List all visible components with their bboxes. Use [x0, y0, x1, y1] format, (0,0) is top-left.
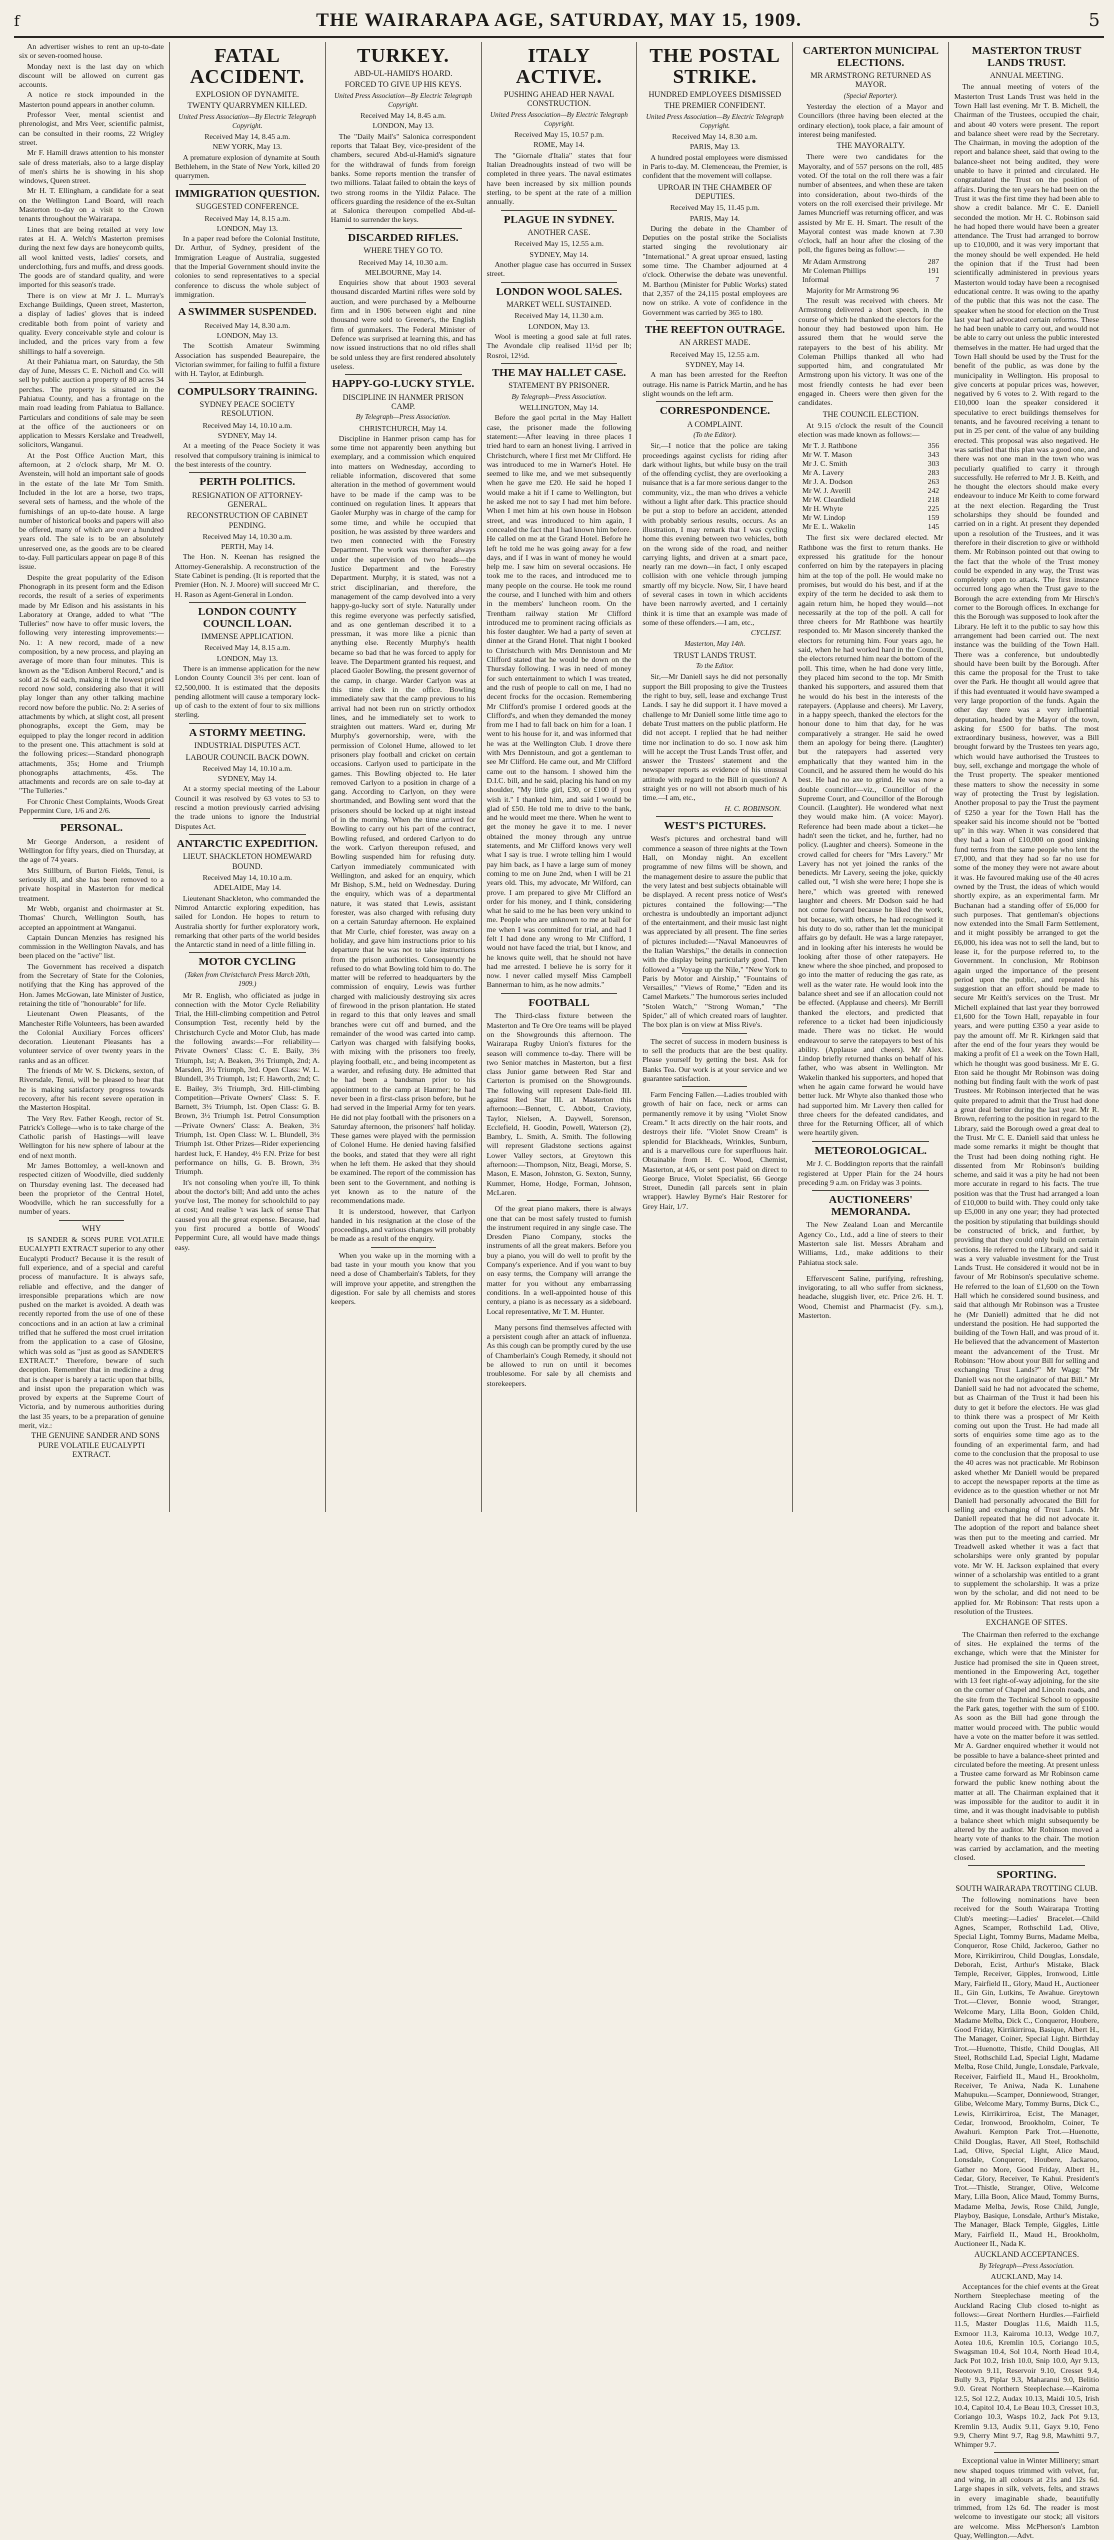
letter-signature: CYCLIST.: [750, 628, 782, 638]
vote-count: 303: [927, 459, 940, 469]
table-row: [798, 441, 943, 450]
subheading: THE PREMIER CONFIDENT.: [664, 101, 766, 111]
divider: [189, 834, 306, 835]
paragraph: It is understood, however, that Carlyon handed in his resignation at the close of the proceedings, and various changes will probably be made as a result of the enquiry.: [330, 1206, 476, 1244]
mayoral-results-table: [798, 257, 943, 284]
headline: MASTERTON TRUST LANDS TRUST.: [971, 45, 1082, 69]
paragraph: During the debate in the Chamber of Deputies on the postal strike the Socialists started singing the revolutionary air "International." A great uproar ensued, lasting some time. The Chamber adjourned at 4 o'clock. Otherwise the debate was uneventful. M. Barthou (Minister for Public Works) stated that 2,357 of the 24,115 postal employees are now on strike. A vote of confidence in the Government was carried by 365 to 180.: [642, 223, 788, 317]
divider: [682, 1086, 747, 1087]
table-row: [798, 450, 943, 459]
paragraph: Captain Duncan Menzies has resigned his commission in the Wellington Navals, and has been placed on the "active" list.: [19, 932, 164, 961]
dateline: LONDON, May 13.: [372, 121, 434, 131]
candidate-name: Mr Coleman Phillips: [802, 265, 867, 275]
headline: ANTARCTIC EXPEDITION.: [176, 837, 318, 850]
subheading: THE COUNCIL ELECTION.: [822, 409, 919, 419]
column-3: [326, 42, 482, 1512]
headline: IMMIGRATION QUESTION.: [174, 187, 320, 200]
vote-count: 218: [927, 495, 940, 505]
dateline: Received May 14, 10.30 a.m.: [358, 257, 448, 267]
candidate-name: Informal: [802, 274, 829, 284]
dateline: PERTH, May 14.: [220, 542, 274, 552]
paragraph: The first six were declared elected. Mr Rathbone was the first to return thanks. He expressed his gratitude for the honour conferred on him by the ratepayers in placing him at the top of the poll. He would make no promises, but would do his best, and if at the expiry of the term he decided to ask them to again return him, he hoped they would—not necessarily at the top of the poll. A call for three cheers for Mr Rathbone was heartily responded to. Mr Mason sincerely thanked the electors for returning him. Four years ago, he said, when he had worked hard in the Council, the electors returned him near the bottom of the poll. This time, when he had done very little, they placed him second to the top. Mr Smith thanked his supporters, and assured them that he would do his best in the interests of the ratepayers. (Applause and cheers). Mr Lavery, in a happy speech, thanked the electors for the honour done to him that day, for he was comparatively a stranger. He said he owed them an apology for being there. (Laughter) but the ratepayers had asserted very emphatically that they wanted him in the Council, and he assured them he would do his best. He had no axe to grind. He was now a double councillor—viz., Councillor of the Supreme Court, and Councillor of the Borough Council. (Laughter). He wondered what next they would make him. (A voice: Mayor). Reference had been made about a ticket—he hadn't seen the ticket, and he, further, had no policy. (Laughter and cheers). Someone in the crowd called for cheers for "Mrs Lavery." Mr Lavery has not yet joined the ranks of the benedicts. Mr Lavery, seeing the joke, quickly called out, "I wish she were here; I hope she is here," which was greeted with renewed laughter and cheers. Mr Dodson said he had not come forward because he liked the work, but because, with others, he had recognised it his duty to do so, rather than let the municipal affairs go by default. He was a large ratepayer, and in looking after his interests he would be looking after those of other ratepayers. He knew where the shoe pinched, and proposed to go into the matter of reducing the gas rate, as well as the water rate. He would look into the balance sheet and see if an allocation could not be effected. (Applause and cheers). Mr Berrill thanked the electors, and predicted that reference to a ticket had been injudiciously made. There was no ticket. He would endeavour to serve the ratepayers to best of his ability. (Applause and cheers). Mr Alex. Lindop briefly returned thanks on behalf of his father, who was absent in Wellington. Mr Wakelin thanked his supporters, and hoped that when he again came forward he would have better luck. Mr Whyte also thanked those who had supported him. Mr Lavery then called for three cheers for the defeated candidates, and three for the Returning Officer, all of which were heartily given.: [798, 533, 944, 1138]
paragraph: The "Giornale d'Italia" states that four Italian Dreadnoughts instead of two will be completed in three years. The naval estimates have been increased by six million pounds sterling, to be spent at the rate of a million annually.: [486, 150, 632, 207]
divider: [371, 1247, 436, 1248]
wire-credit: By Telegraph—Press Association.: [511, 392, 607, 401]
divider: [527, 1319, 592, 1320]
dateline: NEW YORK, May 13.: [212, 142, 282, 152]
advert-text: Exceptional value in Winter Millinery; smart new shaped toques trimmed with velvet, fur, and wing, in all colours at 21s and 12s 6d. Large shapes in silk, velvets, felts, and straws in every imaginable shade, beautifully trimmed, from 12s 6d. The reader is most welcome to investigate our stock; all visitors are welcome. Miss McPherson's Lambton Quay, Wellington.—Advt.: [954, 2456, 1100, 2540]
headline: COMPULSORY TRAINING.: [177, 385, 318, 398]
subheading: AN ARREST MADE.: [679, 338, 751, 348]
table-row: [798, 513, 943, 522]
wire-credit: United Press Association—By Electric Telegraph Copyright.: [178, 112, 317, 130]
headline: HAPPY-GO-LUCKY STYLE.: [332, 378, 475, 391]
divider: [838, 1270, 903, 1271]
paragraph: A notice re stock impounded in the Masterton pound appears in another column.: [19, 90, 164, 109]
subheading: FORCED TO GIVE UP HIS KEYS.: [344, 80, 462, 90]
candidate-name: Mr J. A. Dodson: [802, 477, 853, 487]
divider: [59, 1220, 124, 1221]
dateline: LONDON, May 13.: [216, 223, 278, 233]
paragraph: Lieutenant Owen Pleasants, of the Manchester Rifle Volunteers, has been awarded the Colonial Auxiliary Forces officers' decoration. Lieutenant Pleasants has a volunteer service of over twenty years in the ranks and as an officer.: [19, 1009, 164, 1065]
columns: [14, 42, 1104, 2540]
subheading: SOUTH WAIRARAPA TROTTING CLUB.: [955, 1883, 1098, 1893]
candidate-name: Mr H. Whyte: [802, 504, 843, 514]
divider: [345, 228, 462, 229]
advert-heading: WHY: [81, 1223, 101, 1233]
corner-mark: f: [14, 12, 20, 30]
column-4: [482, 42, 638, 1512]
paragraph: A hundred postal employees were dismissed in Paris to-day. M. Clemenceau, the Premier, is confident that the movement will collapse.: [642, 152, 788, 181]
table-row: [798, 275, 943, 284]
candidate-name: Mr W. J. Averill: [802, 486, 851, 496]
paragraph: Majority for Mr Armstrong 96: [806, 285, 899, 295]
paragraph: Lieutenant Shackleton, who commanded the Nimrod Antarctic exploring expedition, has sailed for London. He hopes to return to Australia shortly for further exploratory work, remarking that other parts of the world besides the Antarctic stand in need of a little filling in.: [174, 893, 320, 950]
headline: THE REEFTON OUTRAGE.: [644, 323, 785, 336]
wire-credit: (Special Reporter).: [843, 91, 898, 100]
advert-text: When you wake up in the morning with a bad taste in your mouth you know that you need a dose of Chamberlain's Tablets, for they will improve your appetite, and strengthen the digestion. For sale by all chemists and stores keepers.: [330, 1250, 476, 1307]
dateline: LONDON, May 13.: [216, 331, 278, 341]
advert-text: Many persons find themselves affected with a persistent cough after an attack of influenza. As this cough can be promptly cured by the use of Chamberlain's Cough Remedy, it should not be allowed to run on until it becomes troublesome. For sale by all chemists and storekeepers.: [486, 1322, 632, 1388]
council-results-table: [798, 441, 943, 531]
paragraph: The Hon. N. Keenan has resigned the Attorney-Generalship. A reconstruction of the State Cabinet is pending. (It is reported that the Premier (Hon. N. J. Moore) will succeed Mr C. H. Rason as Agent-General in London.: [174, 552, 320, 599]
subheading: INDUSTRIAL DISPUTES ACT.: [194, 741, 301, 751]
vote-count: 356: [927, 441, 940, 451]
subheading: DISCIPLINE IN HANMER PRISON CAMP.: [342, 392, 464, 411]
advert-text: Farm Fencing Fallen.—Ladies troubled with growth of hair on face, neck or arms can permanently remove it by using "Violet Snow Cream." It acts directly on the hair roots, and destroys their life. "Violet Snow Cream" is splendid for Blackheads, Wrinkles, Sunburn, and is a marvellous cure for superfluous hair. Obtainable from H. C. Wood, Chemist, Masterton, at 4/6, or sent post paid on direct to George Bruce, Violet Specialist, 66 George Street, Dunedin (all parcels sent in plain wrapper). Hawley Byrne's Hair Restorer for Grey Hair, 1/7.: [642, 1090, 788, 1211]
subheading: AUCKLAND ACCEPTANCES.: [974, 2250, 1079, 2260]
advert-text: The secret of success in modern business is to sell the products that are the best quality. Please yourself by getting the best. Ask for Banks Tea. Our work is at your service and we guarantee satisfaction.: [642, 1036, 788, 1083]
vote-count: 283: [927, 468, 940, 478]
divider: [189, 382, 306, 383]
subheading: EXPLOSION OF DYNAMITE.: [195, 90, 299, 99]
headline: WEST'S PICTURES.: [663, 819, 766, 832]
dateline: Received May 14, 8.15 a.m.: [204, 213, 291, 223]
subheading: MR ARMSTRONG RETURNED AS MAYOR.: [810, 71, 932, 90]
divider: [682, 1033, 747, 1034]
paragraph: A man has been arrested for the Reefton outrage. His name is Patrick Martin, and he has slight wounds on the left arm.: [642, 370, 788, 398]
table-row: [798, 257, 943, 266]
headline: THE POSTAL STRIKE.: [649, 45, 781, 88]
dateline: Received May 14, 8.45 a.m.: [204, 132, 291, 142]
letter-dateline: Masterton, May 14th.: [684, 639, 746, 648]
divider: [527, 1200, 592, 1201]
headline: METEOROLOGICAL.: [814, 1144, 927, 1157]
subheading: SUGGESTED CONFERENCE.: [195, 202, 299, 212]
advert-text: THE GENUINE SANDER AND SONS PURE VOLATILE EUCALYPTI EXTRACT.: [31, 1431, 160, 1459]
dateline: Received May 14, 8.15 a.m.: [204, 643, 291, 653]
vote-count: 159: [927, 513, 940, 523]
paragraph: Mr Webb, organist and choirmaster at St. Thomas' Church, Wellington South, has accepted an appointment at Wanganui.: [19, 903, 164, 932]
paragraph: An advertiser wishes to rent an up-to-date six or seven-roomed house.: [19, 42, 164, 61]
divider: [656, 401, 773, 402]
paragraph: The "Daily Mail's" Salonica correspondent reports that Talaat Bey, vice-president of the chambers, secured Abd-ul-Hamid's signature for the withdrawal of funds from foreign banks. Some reports mention the transfer of two millions. Talaat failed to obtain the keys of two strong rooms in the Yildiz Palace. The officers guarding the residence of the ex-Sultan at Salonica thereupon compelled Abd-ul-Hamid to surrender the keys.: [330, 131, 476, 225]
section-heading: PERSONAL.: [60, 822, 123, 835]
vote-count: 225: [927, 504, 940, 514]
column-5: [637, 42, 793, 1512]
subheading: ABD-UL-HAMID'S HOARD.: [353, 69, 453, 78]
candidate-name: Mr T. J. Rathbone: [802, 441, 858, 451]
paragraph: The friends of Mr W. S. Dickens, sexton, of Riversdale, Tenui, will be pleased to hear that he is making satisfactory progress towards recovery, after his recent severe operation in the Masterton Hospital.: [19, 1066, 164, 1113]
paragraph: Lines that are being retailed at very low rates at H. A. Welch's Masterton premises during the next few days are honeycomb quilts, all wool knitted vests, ladies' corsets, and underclothing, furs and muffs, and dress goods. The goods are of standard quality, and were imported for this season's trade.: [19, 224, 164, 290]
divider: [994, 2452, 1059, 2453]
paragraph: At the Post Office Auction Mart, this afternoon, at 2 o'clock sharp, Mr M. O. Avenstein, will hold an important sale of goods in the estate of the late Mr Tom Smith. Included in the lot are a horse, two traps, several sets of harness, and the whole of the furnishings of an up-to-date house. A large number of historical books and papers will also be offered, many of which are over a hundred years old. The sale is to be an absolutely unreserved one, as the goods are to be cleared to-day. Full particulars appear on page 8 of this issue.: [19, 450, 164, 572]
dateline: Received May 14, 8.30 a.m.: [672, 132, 758, 142]
table-row: [798, 266, 943, 275]
paragraph: West's pictures and orchestral band will commence a season of three nights at the Town Hall, on Monday night. An excellent programme of new films will be shown, and the management desire to assure the public that the very latest and best subjects obtainable will be displayed. A recent press notice of West's pictures contained the following:—"The orchestra is undoubtedly an important adjunct of the entertainment, and their music last night was appreciated by all present. The fine series of pictures included:—"Naval Manoeuvres of the Italian Warships," the details in connection with the display being particularly good. Then followed a "Voyage up the Nile," "New York to Paris by Motor and Airship," "Fountains of Versailles," "Views of Rome," "Eden and its Camel Markets." The humorous series included "Stolen Watch," "Strong Woman," "The Spider," all of which created roars of laughter. The box plan is on view at Miss Rive's.: [642, 834, 788, 1030]
paragraph: Mr J. C. Boddington reports that the rainfall registered at Upper Plain for the 24 hours preceding 9 a.m. on Friday was 3 points.: [798, 1159, 944, 1187]
dateline: Received May 14, 8.30 a.m.: [204, 320, 291, 330]
subheading: THE MAYORALTY.: [836, 141, 905, 151]
table-row: [798, 477, 943, 486]
divider: [501, 282, 618, 283]
paragraph: The Chairman then referred to the exchange of sites. He explained the terms of the exchange, which were that the Minister for Justice had promised the site in Queen street, mentioned in the Empowering Act, together with 13 feet right-of-way adjoining, for the site on the corner of Chapel and Lincoln roads, and the site from the Technical School to opposite the Park gates, together with the sum of £100. As soon as the Bill had gone through the matter would proceed with. The public would have a vote on the matter before it was settled. Mr A. Gardner enquired whether it would not be possible to have a balance-sheet printed and circulated before the meeting. At present unless a Trustee came forward as Mr Robinson came forward the public knew nothing about the matter at all. The Chairman explained that it was impossible for the auditor to audit it in time, and it was thought inadvisable to publish a balance sheet which might subsequently be altered by the auditor. Mr Robinson moved a hearty vote of thanks to the chair. The motion was carried by acclamation, and the meeting closed.: [954, 1629, 1100, 1862]
paragraph: Despite the great popularity of the Edison Phonograph in its present form and the Edison records, the result of a series of experiments made by Mr Edison and his assistants in his Laboratory at Orange, added to what "The Tulleries" now have to offer music lovers, the following very interesting improvements:—No. 1: A new record, made of a new composition, by a new process, and playing an average of more than four minutes. This is known as the "Edison Amberol Record," and is sold at 2s 6d each, making it the lowest priced record now sold, considering also that it will play longer than any other talking machine record now before the public. No. 2: A series of attachments by which, at slight cost, all present phonographs, except the Gem, may be equipped to play the longer record in addition to the present one. This attachment is sold at the following prices:—Standard phonograph attachments, 35s; Home and Triumph phonographs attachments, 45s. The attachments and records are on sale to-day at "The Tulleries.": [19, 572, 164, 796]
paragraph: At a stormy special meeting of the Labour Council it was resolved by 63 votes to 53 to rescind a motion previously carried advising the trade unions to ignore the Industrial Disputes Act.: [174, 784, 320, 831]
paragraph: Another plague case has occurred in Sussex street.: [486, 260, 632, 279]
subheading: ANOTHER CASE.: [527, 228, 591, 238]
divider: [345, 374, 462, 375]
paragraph: Mr F. Hamill draws attention to his monster sale of dress materials, also to a large display of men's shirts he is showing in his shop windows, Queen street.: [19, 148, 164, 186]
divider: [33, 818, 150, 819]
paragraph: At a meeting of the Peace Society it was resolved that compulsory training is inimical to the best interests of the country.: [174, 441, 320, 469]
dateline: CHRISTCHURCH, May 14.: [359, 423, 448, 433]
dateline: Received May 14, 10.10 a.m.: [202, 763, 292, 773]
paragraph: Discipline in Hanmer prison camp has for some time not apparently been anything but exemplary, and a commission which enquired into matters on Wednesday, according to reliable information, discovered that some alteration in the method of government would have to be made if the camp was to be continued on regulation lines. It appears that Gaoler Murphy was in charge of the camp for some time, and while he occupied that position, he was assisted by three warders and two men connected with the Forestry Department. The work was thereafter always under the supervision of two heads—the Justice Department and the Forestry Department. Murphy, it is stated, was not a strict disciplinarian, and therefore, the management of the camp devolved into a very happy-go-lucky sort of style. Naturally under this regime everyone was perfectly satisfied, and as one gentleman described it to a pressman, it was more like a picnic than anything else. Recently Murphy's health became so bad that he was forced to apply for leave. The Department granted his request, and placed Gaoler Bowling, the present governor of the camp, in charge. Warder Carlyon was at this time clerk in the office. Bowling immediately saw that the camp previous to his arrival had not been run on strictly orthodox lines, and he immediately set to work to straighten out matters. Ward er, during Mr Murphy's governorship, were, with the permission of Colonel Hume, allowed to let prisoners play football and cricket on certain occasions. Carlyon used to participate in the games. This Bowling objected to. He later removed Carlyon to a position in charge of a gang. According to Carlyon, on they were shortmanded, and Bowling sent word that the prisoners should be locked up at night instead of in the morning. When the time arrived for Bowling to carry out his part of the contract, Bowling refused, and ordered Carlyon to do the work. Carlyon thereupon refused, and Bowling suspended him for refusing duty. Carlyon immediately communicated with Wellington, and asked for an enquiry, which Mr Bishop, S.M., held on Wednesday. During the enquiry, which was of a departmental nature, it was stated that Lewis, assistant forester, was also charged with refusing duty on a certain Saturday afternoon. He explained that Mr Curle, chief forester, was away on a holiday, and gave him instructions prior to his departure that he was not to take instructions from the prison authorities. Consequently he refused to do what Bowling told him to do. The matter will be referred to headquarters by the commission of enquiry, Lewis was further charged with maliciously destroying six acres of firewood in the prison plantation. He stated in regard to this that only leaves and small branches were cut off and burned, and the remainder of the wood was carted into camp. Carlyon was charged with falsifying books, with mixing with the prisoners too freely, playing football, etc., and being incompetent as a warder, and refusing duty. He admitted that he had been a bandsman prior to his appointment to the camp at Hanmer; he had never been in a first-class prison before, but he had served in the Imperial Army for ten years. He did not play football with the prisoners on a Saturday afternoon, the prisoners' half holiday. These games were played with the permission of Colonel Hume. He denied having falsified the books, and stated that they were all right when he left them. He asked that they should be examined. The report of the commission has been sent to the Government, and nothing is yet known as to the nature of the recommendations made.: [330, 433, 476, 1206]
paragraph: The Government has received a dispatch from the Secretary of State for the Colonies, notifying that the King has approved of the Hon. James McGowan, late Minister of Justice, retaining the title of "honourable" for life.: [19, 961, 164, 1008]
divider: [189, 472, 306, 473]
table-row: [798, 459, 943, 468]
headline: A STORMY MEETING.: [189, 726, 306, 739]
subheading: LABOUR COUNCIL BACK DOWN.: [185, 752, 309, 762]
headline: FATAL ACCIDENT.: [189, 45, 305, 88]
subheading: RECONSTRUCTION OF CABINET PENDING.: [186, 511, 308, 530]
table-row: [798, 504, 943, 513]
subheading: RESIGNATION OF ATTORNEY-GENERAL.: [192, 490, 303, 509]
dateline: PARIS, May 13.: [689, 142, 740, 152]
dateline: AUCKLAND, May 14.: [990, 2271, 1063, 2281]
masthead: [14, 8, 1104, 38]
candidate-name: Mr W. Cleardield: [802, 495, 856, 505]
table-row: [798, 486, 943, 495]
vote-count: 263: [927, 477, 940, 487]
dateline: Received May 15, 11.45 p.m.: [670, 203, 760, 213]
paragraph: The annual meeting of voters of the Masterton Trust Lands Trust was held in the Town Hall last evening. Mr T. B. Michell, the Chairman of the Trustees, occupied the chair, and about 40 voters were present. The report and balance sheet were read by the Secretary. The Chairman, in moving the adoption of the report and balance sheet, said that owing to the balance-sheet not being audited, they were unable to have it printed and circulated. He congratulated the Trust on the position of affairs. During the ten years he had been on the Trust it was the first time they had been able to show a credit balance. Mr C. E. Daniell seconded the motion. Mr H. C. Robinson said he had hoped there would have been a greater attendance. The Trust had arranged to borrow up to £10,000, and it was very important that the money should be well expended. He held the opinion that if the Trust had been scientifically administered in previous years Masterton would today have been a recognised educational centre. It was owing to the apathy of the public that this was not the case. The speaker when he stood for election on the Trust last year had advocated certain reforms. These he had been unable to carry out, and would not be able to carry out unless the public interested themselves in the matter. He had urged that the Town Hall should be used by the Trust for the benefit of the public, as was done by the municipality in Wellington. His proposal to give concerts at popular prices was, however, negatived by 6 votes to 2. With regard to the £10,000 loan the speaker considered it speculative to erect buildings themselves for tenants, and he favoured receiving a tenant to put in 25 per cent. of the value of any building erected. This proposal was also negatived. He was satisfied that this plan was a good one, and there was not one man in the town who was peculiarly qualified to carry it through successfully. He referred to Mr J. B. Keith, and he thought the electors should make every endeavour to induce Mr Keith to come forward at the next election. Regarding the Trust scholarships they should be founded and carried on in a right. At present they depended upon a resolution of the Trustees, and it was therefore in their discretion to give or withhold them. Mr Robinson pointed out that owing to the fact that the whole of the Trust money could be expended in any way, the Trust was completely open to attack. The first instance occurred long ago when the Trust gave to the Borough the acre extending from Mr Hirsch's corner to the Borough offices. In exchange for this the Borough was supposed to look after the Library. He left it to the public to say how this arrangement had been carried out. The next instance was the building of the Town Hall. There was a conference, but undoubtedly should have been built by the Borough. After this came the proposal for the Trust to take over the Park. He thought all would agree that if this had eventuated it would have swamped a very large proportion of the funds. Again the other day there was a very influential deputation, headed by the Mayor of the town, asking for £500 for baths. The most extraordinary business, however, was a Bill brought forward by the Trustees ten years ago, which would have authorised the Trustees to buy, sell, exchange and mortgage the whole of the Trust property. The speaker mentioned these matters to show the necessity in some way of protecting the Trust by legislation. Another proposal to pay the Trust the payment of £250 a year for the Town Hall has the speaker said his income should not be "botted up" in this way. When it was considered that they had a loan of £10,000 on good sinking fund terms from the same people who lent the £7,000, and that they had so far no use for some of the money they were not aware about it was. He favoured making use of the 40 acres owned by the Trust, the ideas of which would shortly expire, as an experimental farm. Mr Buchanan had a standing offer of £6,000 for such purposes. That gentleman's objections now extended into the Small Farm Settlement, and it might possibly be arranged to get the £6,000, his idea was not to sell the land, but to lease it, for the purpose referred to, to the Government. In conclusion, Mr Robinson again urged the importance of the present period upon the public, and repeated his suggestion that an effort should be made to secure Mr Keith's services on the Trust. Mr Michell explained that last year they borrowed £1,600 for the Town Hall, repayable in four years, and were putting £350 a year aside to pay the amount off. Mr R. Kirkngen said that after the end of the four years they would be making a profit of £1 a week on the Town Hall, which he thought was good business. Mr E. G. Eton said he thought Mr Robinson was doing nothing but finding fault with the work of past Trustees. Mr Robinson interjected that he was quite prepared to admit that the Trust had done a great deal better during the last year. Mr R. Brown, referring to the position in regard to the Library, said the Borough owed a great deal to the Trust. Mr C. E. Daniell said that unless he made some remarks it might be thought that the Trust had been doing nothing right. He dissented from Mr Robinson's building scheme, and said it was a pity he had not been more accurate in regard to his facts. The true position was that the Trust had arranged a loan of £10,000 to build with. They could only take up £5,000 in any one year; they had protected the position by stipulating that buildings should be constructed of brick, and further, by providing that they could only build on certain sections. He referred to the Library, and said it was a very valuable investment for the Trust Lands Trust. He considered it would not be in favour of Mr Robinson's speculative scheme. He referred to the loan of £1,600 on the Town Hall which he considered sound business, and said that although Mr Robinson was a Trustee he (Mr Daniell) admitted that he did not understand the position. He had supported the building of the Town Hall, and was proud of it. He believed that the advancement of Masterton meant the advancement of the Trust. Mr Robinson: "How about your Bill for selling and exchanging Trust Lands?" Mr Wagg: "Mr Daniell was not the originator of that Bill." Mr Daniell said he had not advocated the scheme, but as Chairman of the Trust it had been his duty to get it before the electors. He was glad to think there was a prospect of Mr Keith coming out upon the Trust. He had made all sorts of enquiries some time ago as to the founding of an experimental farm, and had come to the conclusion that the proposal to use the 40 acres was not practicable. Mr Robinson asked whether Mr Daniell would be prepared to accept the newspaper reports at the time as evidence as to the question whether or not Mr Daniell had personally advocated the Bill for selling and exchanging of Trust Lands. Mr Daniell repeated that he did not advocate it. The adoption of the report and balance sheet was then put to the meeting and carried. Mr Treadwell asked whether it was a fact that scholarships were only granted by popular vote. Mr W. H. Jackson explained that every winner of a scholarship was entitled to a grant to supplement the scholarship. It was a prize won by the scholar, and did not need to be applied for. Mr Robinson: That rests upon a resolution of the Trustees.: [954, 82, 1100, 1617]
paragraph: A premature explosion of dynamite at South Bethlehem, in the State of New York, killed 20 quarrymen.: [174, 152, 320, 181]
divider: [656, 320, 773, 321]
vote-count: 7: [935, 274, 940, 284]
headline: FOOTBALL: [528, 996, 590, 1009]
headline: THE MAY HALLET CASE.: [491, 366, 627, 379]
divider: [501, 363, 618, 364]
dateline: LONDON, May 13.: [528, 321, 590, 331]
subheading: TWENTY QUARRYMEN KILLED.: [187, 101, 308, 111]
divider: [189, 302, 306, 303]
paragraph: There is an immense application for the new London County Council 3½ per cent. loan of £2,500,000. It is estimated that the deposits pending allotment will cause a temporary lock-up of cash to the extent of four to six millions sterling.: [174, 663, 320, 720]
paragraph: Monday next is the last day on which discount will be allowed on current gas accounts.: [19, 61, 164, 90]
column-1: [14, 42, 170, 1512]
dateline: Received May 15, 12.55 a.m.: [514, 239, 604, 249]
headline: TURKEY.: [357, 45, 450, 67]
subheading: IMMENSE APPLICATION.: [201, 632, 294, 642]
divider: [501, 993, 618, 994]
paragraph: Yesterday the election of a Mayor and Councillors (three having been elected at the ordinary election), took place, a fair amount of interest being manifested.: [798, 101, 944, 139]
headline: CORRESPONDENCE.: [659, 405, 771, 418]
headline: CARTERTON MUNICIPAL ELECTIONS.: [802, 45, 939, 69]
dateline: SYDNEY, May 14.: [217, 774, 277, 784]
vote-count: 343: [927, 450, 940, 460]
divider: [656, 816, 773, 817]
paragraph: The New Zealand Loan and Mercantile Agency Co., Ltd., add a line of steers to their Masterton sale list. Messrs Abraham and Williams, Ltd., make additions to their Pahiatua stock sale.: [798, 1220, 944, 1267]
dateline: Received May 15, 12.55 a.m.: [670, 349, 760, 359]
paragraph: There is on view at Mr J. L. Murray's Exchange Buildings, Queen street, Masterton, a display of ladies' gloves that is indeed creditable both from point of variety and quality. Every conceivable style and colour is included, and the prices vary from a few shillings to half a sovereign.: [19, 290, 164, 356]
subheading: A COMPLAINT.: [687, 419, 743, 429]
headline: LONDON COUNTY COUNCIL LOAN.: [197, 605, 297, 630]
headline: ITALY ACTIVE.: [515, 45, 603, 88]
candidate-name: Mr J. C. Smith: [802, 459, 848, 469]
paragraph: Wool is meeting a good sale at full rates. The Avondale clip realised 11½d per lb; Rosroi, 12½d.: [486, 332, 632, 360]
dateline: SYDNEY, May 14.: [217, 430, 277, 440]
paragraph: Acceptances for the chief events at the Great Northern Steeplechase meeting of the Auckland Racing Club closed to-night as follows:—Great Northern Hurdles.—Fairfield 11.5, Master Douglas 11.6, Maidh 11.5, Exmoor 11.3, Kairoma 10.13, Wedge 10.7, Aotea 10.6, Kremlin 10.5, Coriango 10.5, Swagsman 10.4, Sol 10.4, North Head 10.4, Jack Pot 10.2, Irish 10.0, Snip 10.0, Ayr 9.13, Neotown 9.11, Reservoir 9.10, Cresset 9.4, Bully 9.3, Piplar 9.3, Maharanui 9.0, Belitio 9.0. Great Northern Steeplechase.—Kairoma 12.5, Sol 12.2, Audax 10.13, Maidi 10.5, Irish 10.4, Capitol 10.4, Le Beau 10.3, Cresset 10.3, Coriango 10.3, Wasps 10.2, Jack Pot 9.13, Kremlin 9.13, Audix 9.11, Gayx 9.10, Feno 9.9, Cherry Mint 9.7, Rag 9.8, Mawhitti 9.7, Whimper 9.7.: [954, 2282, 1100, 2450]
subheading: SYDNEY PEACE SOCIETY RESOLUTION.: [199, 400, 295, 419]
paragraph: Mr R. English, who officiated as judge in connection with the Motor Cycle Reliability Trial, the Hill-climbing competition and Petrol Consumption Test, recently held by the Christchurch Cycle and Motor Club, has made the following awards:—For reliability—Private Owners' Class: C. E. Baily, 3½ Triumph, 1st; A. Beaken, 3½ Triumph, 2nd; A. Marsden, 3½ Triumph, 3rd. Open Class: W. L. Blundell, 3½ Triumph, 1st; F. Haworth, 2nd; C. E. Bailey, 3½ Triumph, 3rd. Hill-climbing Competition—Private Owners' Class: S. F. Barnett, 3½ Triumph, 1st. Open Class: G. B. Brown, 3½ Triumph 1st. Petrol Consumption—Private Owners' Class: A. Beaken, 3½ Triumph, 1st. Open Class: W. L. Blundell, 3½ Triumph 1st. Other Prizes—Rider experiencing hardest luck, F. Handey, 4½ F.N. Prize for best performance on hills, G. B. Brown, 3½ Triumph.: [174, 990, 320, 1177]
letter-signature: H. C. ROBINSON.: [724, 803, 782, 813]
dateline: SYDNEY, May 14.: [529, 249, 589, 259]
column-7: [949, 42, 1104, 2540]
paragraph: There were two candidates for the Mayoralty, and of 557 persons on the roll, 485 voted. Of the total on the roll there was a fair number of absentees, and when these are taken into consideration, about two-thirds of the voters on the roll exercised their privilege. Mr James Muncrieff was returning officer, and was assisted by Mr E. H. Smart. The result of the Mayoral contest was made known at 7.30 o'clock, half an hour after the closing of the poll, the figures being as follow:—: [798, 152, 944, 255]
wire-credit: United Press Association—By Electric Telegraph Copyright.: [645, 112, 784, 130]
dateline: Received May 14, 10.30 a.m.: [202, 531, 292, 541]
dateline: PARIS, May 14.: [689, 213, 740, 223]
paragraph: The Scottish Amateur Swimming Association has suspended Beaurepaire, the Victorian swimmer, for failing to fulfil a fixture with H. Taylor, at Edinburgh.: [174, 341, 320, 379]
letter-address: To the Editor.: [696, 662, 734, 671]
wire-credit: By Telegraph—Press Association.: [355, 413, 451, 422]
dateline: Received May 14, 10.10 a.m.: [202, 873, 292, 883]
subheading: (Taken from Christchurch Press March 20th, 1909.): [184, 971, 310, 989]
headline: AUCTIONEERS' MEMORANDA.: [828, 1194, 913, 1218]
paragraph: At 9.15 o'clock the result of the Council election was made known as follows:—: [798, 420, 944, 440]
dateline: Received May 14, 11.30 a.m.: [514, 311, 604, 321]
vote-count: 145: [927, 522, 940, 532]
paragraph: Mrs Stillburn, of Burton Fields, Tenui, is seriously ill, and she has been removed to a private hospital in Masterton for medical treatment.: [19, 865, 164, 903]
divider: [189, 602, 306, 603]
vote-count: 191: [927, 265, 940, 275]
headline: PERTH POLITICS.: [199, 476, 296, 489]
subheading: STATEMENT BY PRISONER.: [508, 381, 610, 391]
vote-count: 242: [927, 486, 940, 496]
subheading: LIEUT. SHACKLETON HOMEWARD BOUND.: [182, 852, 312, 871]
paragraph: Sir,—Mr Daniell says he did not personally support the Bill proposing to give the Trustees the right to buy, sell, lease and exchange Trust Lands. I say he did support it. I have moved a challenge to Mr Daniell some little time ago to debate Trust matters on the public platform. He did not accept. I replied that he had neither time nor inclination to do so. I now ask him will he accept the Trust Lands Trust offer, and answer the Trustees' statement and the newspaper reports as evidence of his unusual attitude with regard to the Bill in question? A straight yes or no will not absorb much of his time.—I am, etc.,: [642, 672, 788, 803]
table-row: [798, 468, 943, 477]
divider: [189, 952, 306, 953]
candidate-name: Mr A. Lavery: [802, 468, 844, 478]
headline: LONDON WOOL SALES.: [495, 285, 623, 298]
paragraph: Mr George Anderson, a resident of Wellington for fifty years, died on Thursday, at the age of 74 years.: [19, 836, 164, 865]
newspaper-title: THE WAIRARAPA AGE, SATURDAY, MAY 15, 1909.: [316, 10, 802, 31]
page-number: 5: [1088, 10, 1100, 31]
dateline: WELLINGTON, May 14.: [519, 403, 599, 413]
dateline: MELBOURNE, May 14.: [364, 267, 442, 277]
headline: SPORTING.: [996, 1869, 1057, 1882]
divider: [501, 210, 618, 211]
advert-text: It's not consoling when you're ill, To think about the doctor's bill; And add unto the aches you've lost, The money for schoolchild to pay at cost; And realise 't was lack of sense That caused you all the great expense. Because, had you first procured a bottle of Woods' Peppermint Cure, all would have made things easy.: [174, 1177, 320, 1252]
vote-count: 287: [927, 256, 940, 266]
dateline: Received May 15, 10.57 p.m.: [514, 130, 604, 140]
subheading: UPROAR IN THE CHAMBER OF DEPUTIES.: [657, 182, 772, 201]
paragraph: Mr James Bottomley, a well-known and respected citizen of Woodville, died suddenly on Thursday evening last. The deceased had been the proprietor of the Central Hotel, Woodville, which he ran successfully for a number of years.: [19, 1160, 164, 1217]
paragraph: Before the gaol pcrtal in the May Hallett case, the prisoner made the following statement:—After leaving in three places I tried hard to earn an honest living. I arrived in Christchurch, where I first met Mr Clifford. He was introduced to me in Warner's Hotel. He seemed to like me, and we met subsequently when he gave me £20. He said he hoped I would make a hit if I came to Wellington, but he asked me not to say I had met him before. When I met him at his own house in Hobson street, and was introduced to him again, I concealed the fact that I had known him before. He called on me at the Grand Hotel. Before he left he told me he was going away for a few days, and if I was in want of money he would help me. I saw him on several occasions. He took me to the races, and introduced me to many people on the course. He took me round the course, and I lunched with him and others in the members' luncheon room. On the Trentham railway station Mr Clifford introduced me to prominent racing officials as his foster daughter. We had a party of seven at dinner at the Grand Hotel. That night I booked to Christchurch with Mrs Dennistoun and Mr Clifford stated that he would be down on the Thursday following. I was in need of money for such entertainment to which I was treated, and the rush of people to call on me, I had no decent frocks for the occasion. Remembering Mr Clifford's promise I ordered goods at the Clifford's, and when they demanded the money from me I had to fall back on him for a loan. I went to his house for it, and was informed that he was at the Wellington Club. I drove there with Mrs Dennistoun, and got a gentleman to see Mr Clifford. He came out, and Mr Clifford came out to the hansom. I showed him the D.I.C. bill, and he said, placing his hand on my shoulder, "My little girl, £30, or £100 if you wish it." I thanked him, and said I would be glad of £50. He told me to drive to the bank, and he would meet me there. When he went to get the money he gave it to me. I never obtained the money through any untrue statements, and Mr Clifford knows very well what I say is true. I wrote telling him I would pay him back, as I have a large sum of money coming to me on June 2nd, when I will be 21 years old. This, my advocate, Mr Wilford, can prove. I am prepared to give Mr Clifford an order for his money, and I think, considering what he said to me he has been very unkind to me. People who are unknown to me at bail for me when I was committed for trial, and had I felt I had done any wrong to Mr Clifford, I would not have faced the trial, but I know, and he knows quite well, that he should not have had me arrested. I believe he is sorry for it now. I never called myself Miss Campbell Bannerman to him, as he now admits.": [486, 413, 632, 990]
dateline: Received May 14, 10.10 a.m.: [202, 420, 292, 430]
dateline: LONDON, May 13.: [216, 653, 278, 663]
paragraph: For Chronic Chest Complaints, Woods Great Peppermint Cure, 1/6 and 2/6.: [19, 796, 164, 816]
paragraph: The result was received with cheers. Mr Armstrong delivered a short speech, in the course of which he thanked the electors for the honour they had bestowed upon him. He assured them that he would serve the ratepayers to the best of his ability. Mr Coleman Phillips thanked all who had supported him, and congratulated Mr Armstrong upon his victory. It was one of the most friendly contests he had ever been engaged in. Cheers were then given for the candidates.: [798, 296, 944, 408]
dateline: Received May 14, 8.45 a.m.: [360, 111, 446, 121]
advert-text: Effervescent Saline, purifying, refreshing, invigorating, to all who suffer from sickness, headache, sluggish liver, etc. Price 2/6. H. T. Wood, Chemist and Pharmacist (Fy. s.m.), Masterton.: [798, 1273, 944, 1320]
divider: [189, 723, 306, 724]
advert-text: IS SANDER & SONS PURE VOLATILE EUCALYPTI EXTRACT superior to any other Eucalypti Product? Because it is the result of full experience, and of a special and careful process of manufacture. It is always safe, reliable and effective, and the danger of irresponsible preparations which are now pushed on the market is avoided. A death was recently reported from the use of one of these concoctions and in an action at law a criminal trifled that he suffered the most cruel irritation from the application to a case of Glosine, which was sold as "just as good as SANDER'S EXTRACT." Therefore, beware of such deception. Remember that in medicine a drug that is cheaper is barely a tactic upon that bills, and insist upon the preparation which was proved by experts at the Supreme Court of Victoria, and by numerous authorities during the last 35 years, to be a preparation of genuine merit, viz.:: [19, 1235, 164, 1430]
dateline: ROME, May 14.: [533, 140, 585, 150]
wire-credit: United Press Association—By Electric Telegraph Copyright.: [334, 91, 473, 109]
divider: [812, 1141, 929, 1142]
candidate-name: Mr E. L. Wakelin: [802, 522, 856, 532]
wire-credit: By Telegraph—Press Association.: [979, 2261, 1074, 2270]
subheading: PUSHING AHEAD HER NAVAL CONSTRUCTION.: [503, 90, 615, 109]
candidate-name: Mr W. T. Mason: [802, 450, 853, 460]
subheading: WHERE THEY GO TO.: [363, 246, 443, 256]
wire-credit: United Press Association—By Electric Telegraph Copyright.: [490, 110, 628, 128]
paragraph: Mr H. T. Ellingham, a candidate for a seat on the Wellington Land Board, will reach Masterton to-day on a visit to the Crown tenants throughout the Wairarapa.: [19, 186, 164, 224]
candidate-name: Mr Adam Armstrong: [802, 256, 866, 266]
table-row: [798, 495, 943, 504]
paragraph: The Third-class fixture between the Masterton and Te Ore Ore teams will be played on the Showgrounds this afternoon. The Wairarapa Rugby Union's fixtures for the season will commence to-day. There will be two Senior matches in Masterton, but a first class Junior game between Red Star and Carterton is promised on the Showgrounds. The following will represent Dale-field III. against Red Star III. at Masterton this afternoon:—Bennett, C. Abbott, Cravioty, Taylor, Nielsen, A. Daywell, Sorenson, Ecclefield, H. Goodin, Powell, Waterson (2), Bambry, L. Smith, A. Smith. The following will represent Gladstone sections against Lower Valley sectors, at Greytown this afternoon:—Thompson, Nitz, Beagi, Morse, S. Mason, E. Mason, Johnston, G. Sexton, Sunny, Kummer, Home, Hodge, Forman, Johnson, McLaren.: [486, 1011, 632, 1197]
dateline: ADELAIDE, May 14.: [213, 883, 282, 893]
subheading: ANNUAL MEETING.: [989, 71, 1064, 81]
subheading: MARKET WELL SUSTAINED.: [506, 300, 612, 310]
column-6: [793, 42, 949, 1512]
subheading: HUNDRED EMPLOYEES DISMISSED: [648, 90, 782, 99]
divider: [968, 1865, 1085, 1866]
paragraph: The Very Rev. Father Keogh, rector of St. Patrick's College—who is to take charge of the Catholic parish of Hastings—will leave Wellington for his new sphere of labour at the end of next month.: [19, 1113, 164, 1160]
advert-text: Of the great piano makers, there is always one that can be most safely trusted to furnish the instrument required in any single case. The Dresden Piano Company, stocks the instruments of all the great makers. Before you buy a piano, you will do well to profit by the Company's experience. And if you want to buy on easy terms, the Company will arrange the matter for you without any embarrassing conditions. In a well-appointed house of this century, a piano is as necessary as a sideboard. Local representative, Mr T. M. Hunter.: [486, 1204, 632, 1316]
paragraph: At their Pahiatua mart, on Saturday, the 5th day of June, Messrs C. E. Nicholl and Co. will sell by public auction a property of 80 acres 34 perches. The property is situated in the Pahiatua County, and has a frontage on the main road leading from Pahiatua to Ballance. Particulars and conditions of sale may be seen at the office of the auctioneers or on application to Messrs Kerslake and Treadwell, solicitors, Wanganui.: [19, 356, 164, 450]
headline: PLAGUE IN SYDNEY.: [503, 213, 615, 226]
letter-address: (To the Editor).: [693, 431, 737, 439]
divider: [812, 1190, 929, 1191]
headline: MOTOR CYCLING: [198, 956, 296, 969]
candidate-name: Mr W. Lindop: [802, 513, 846, 523]
headline: DISCARDED RIFLES.: [347, 231, 459, 244]
paragraph: Enquiries show that about 1903 several thousand discarded Martini rifles were sold by auction, and were purchased by a Melbourne firm and in 1906 between eight and nine thousand were sold to Greener's, the English firm of gunmakers. The Federal Minister of Defence was surprised at learning this, and has now issued instructions that no old rifles shall be sold unless they are first rendered absolutely useless.: [330, 278, 476, 371]
headline: A SWIMMER SUSPENDED.: [178, 306, 317, 319]
subheading: EXCHANGE OF SITES.: [985, 1618, 1068, 1628]
column-2: [170, 42, 326, 1512]
table-row: [798, 522, 943, 531]
newspaper-page: [14, 8, 1104, 2540]
paragraph: In a paper read before the Colonial Institute, Dr. Arthur, of Sydney, president of the Immigration League of Australia, suggested that the Imperial Government should invite the colonies to send representatives to a special conference to discuss the whole subject of immigration.: [174, 234, 320, 299]
paragraph: Sir,—I notice that the police are taking proceedings against cyclists for riding after dark without lights, but while busy on the trail of the offending cyclist, they are overlooking a nuisance that is a far more serious danger to the community, viz., the man who drives a vehicle without a light after dark. This practice should be put a stop to before an accident, attended with probably serious results, occurs. As an illustration, I may remark that I was cycling home this evening between two vehicles, both on the wrong side of the road, and neither carrying lights, and driven at a smart pace, nearly ran me down—in fact, I only escaped collision with one vehicle through jumping smartly off my bicycle. Now, Sir, I have heard of several cases in town in which accidents have been narrowly averted, and I certainly think it is time that an example was made of some of these offenders.—I am, etc.,: [642, 441, 788, 627]
paragraph: The following nominations have been received for the South Wairarapa Trotting Club's meeting:—Ladies' Bracelet.—Child Agnes, Scamper, Rothschild Lad, Olive, Special Light, Tommy Burns, Madame Melba, Conqueror, Rose Child, Jackeroo, Gather no More, Kirrikirrirou, Child Douglas, Lonsdale, Deborah, Ecist, Arthur's Mistake, Black Temple, Receiver, Gipples, Ironwood, Little Mary, Fairfield II., Glory, Maud H., Auctioneer II., Gin Gin, Lutkins, Te Awahue. Greytown Trot.—Clever, Bonnie wood, Stranger, Welcome Mary, Lilla Boon, Golden Child, Madame Melba, Dick C., Conqueror, Houbere, Good Friday, Kirrikirriroa, Basique, Albert H., The Manager, Coiner, Special Light. Birthday Trot.—Huenotte, Thistle, Child Douglas, All Steel, Rothschild Lad, Special Light, Madame Melba, Rose Child, Jungle, Lonsdale, Parkvale, Receiver, Fairfield II., Maud H., Brookholm, Receiver, Te Aniwa, Nada K. Lunahene Mahupuku.—Scamper, Donniewood, Stranger, Glibe, Welcome Mary, Tommy Burns, Dick C., Lewis, Kirrikirriroa, Ecist, The Manager, Cedar, Ironwood, Brookholm, Coiner, Te Awahuri. Kempton Park Trot.—Huenotte, Child Douglas, Raver, All Steel, Rothschild Lad, Olive, Special Light, Alice Maud, Lonsdale, Conqueror, Houbere, Jackaroo, Gather no More, Good Friday, Albert H., Cedar, Glory, Receiver, Te Kahui. President's Trot.—Thistle, Stranger, Olive, Welcome Mary, Lilla Boon, Alice Maud, Tommy Burns, Madame Melba, Jewis, Rose Child, Jungle, Playboy, Basique, Lonsdale, Arthur's Mistake, The Manager, Black Temple, Giggles, Little Mary, Fairfield II., Maud H., Brookholm, Auctioneer II., Nada K.: [954, 1894, 1100, 2248]
subheading: TRUST LANDS TRUST.: [673, 650, 757, 660]
dateline: SYDNEY, May 14.: [685, 359, 745, 369]
paragraph: Professor Veer, mental scientist and phrenologist, and Mrs Veer, scientific palmist, can be consulted in their rooms, 22 Wrigley street.: [19, 110, 164, 147]
divider: [189, 184, 306, 185]
